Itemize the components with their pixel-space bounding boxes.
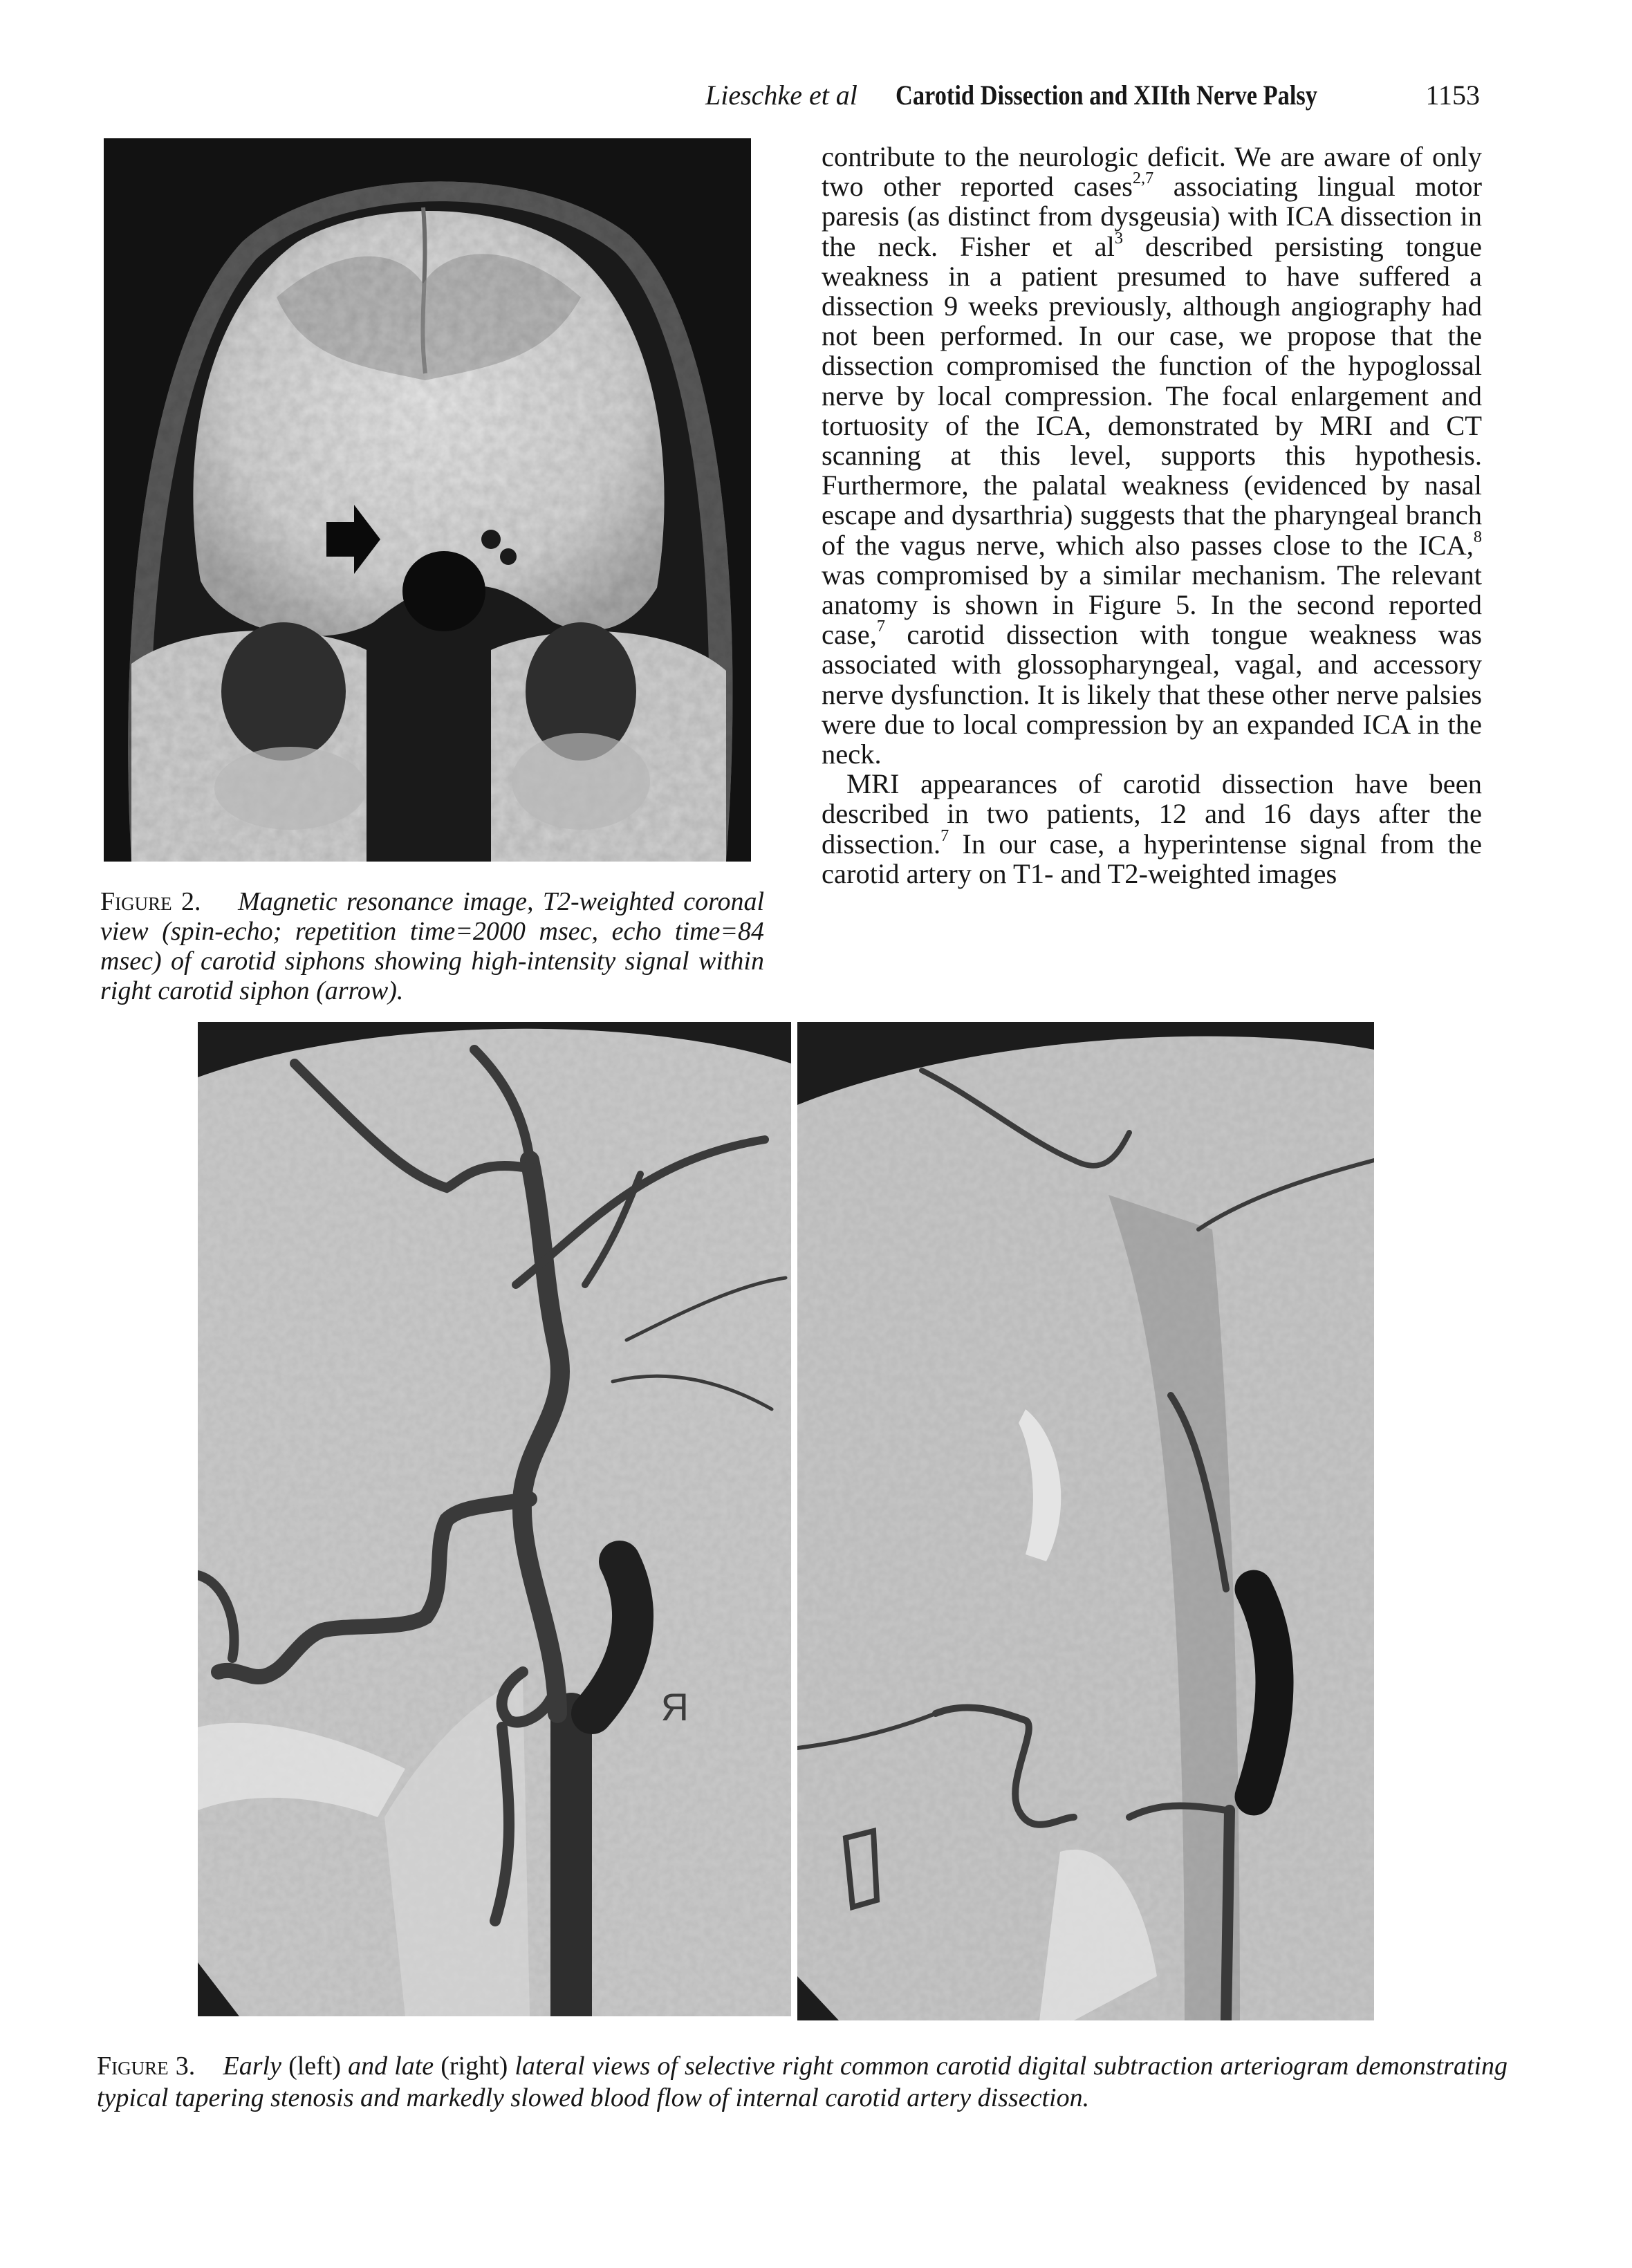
running-head-title: Carotid Dissection and XIIth Nerve Palsy bbox=[896, 80, 1317, 111]
figure-2-mri-image bbox=[104, 138, 751, 862]
figure-2-label: Figure 2. bbox=[100, 887, 201, 916]
figure-3-late-angiogram bbox=[797, 1022, 1374, 2020]
citation-superscript: 8 bbox=[1473, 527, 1482, 546]
caption-panel-reference: (left) bbox=[288, 2052, 342, 2081]
angiogram-late-illustration bbox=[797, 1022, 1374, 2020]
body-paragraph: contribute to the neurologic deficit. We are aware of only two other reported cases$^{2,7}$ associating lingual motor paresis (as distinct from dysgeusia) with ICA dissection in the neck. Fisher et $al^3$ described persisting tongue weakness in a patient presumed to have suffered a dissection 9 weeks previously, although angiography had not been performed. In our case, we propose that the dissection compromised the function of the hypoglossal nerve by local compression. The focal enlargement and tortuosity of the ICA, demonstrated by MRI and CT scanning at this level, supports this hypothesis. Furthermore, the palatal weakness (evidenced by nasal escape and dysarthria) suggests that the pharyngeal branch of the vagus nerve, which also passes close to the ICA,$^8$ was compromised by a similar mechanism. The relevant anatomy is shown in Figure 5. In the second reported case,$^7$ carotid dissection with tongue weakness was associated with glossopharyngeal, vagal, and accessory nerve dysfunction. It is likely that these other nerve palsies were due to local compression by an expanded ICA in the neck. bbox=[822, 141, 1482, 770]
figure-3-caption bbox=[97, 2050, 1508, 2114]
page-number: 1153 bbox=[1425, 80, 1480, 111]
figure-2-caption-text: Magnetic resonance image, T2-weighted coronal view (spin-echo; repetition time=2000 msec, echo time=84 msec) of carotid siphons showing high-intensity signal within right carotid siphon (arrow). bbox=[100, 887, 765, 1005]
figure-3-caption-text: Early (left) and late (right) lateral views of selective right common carotid digital subtraction arteriogram demonstrating typical tapering stenosis and markedly slowed blood flow of internal carotid artery dissection. bbox=[97, 2052, 1508, 2112]
citation-superscript: 3 bbox=[1114, 228, 1124, 248]
citation-superscript: 2,7 bbox=[1132, 168, 1154, 187]
citation-superscript: 7 bbox=[940, 826, 949, 845]
figure-2-caption bbox=[100, 887, 764, 1006]
caption-panel-reference: (right) bbox=[441, 2052, 508, 2081]
figure-3-early-angiogram bbox=[198, 1022, 791, 2016]
side-marker: R bbox=[660, 1685, 689, 1729]
citation-superscript: 7 bbox=[876, 617, 885, 636]
angiogram-early-illustration bbox=[198, 1022, 791, 2016]
body-text-column bbox=[822, 142, 1482, 889]
running-head-authors: Lieschke et al bbox=[705, 80, 857, 111]
figure-3-label: Figure 3. bbox=[97, 2052, 196, 2081]
running-head bbox=[705, 75, 1480, 116]
body-paragraph: MRI appearances of carotid dissection have been described in two patients, 12 and 16 days after the dissection.$^7$ In our case, a hyperintense signal from the carotid artery on T1- and T2-weighted images bbox=[822, 768, 1482, 889]
mri-illustration bbox=[104, 138, 751, 862]
